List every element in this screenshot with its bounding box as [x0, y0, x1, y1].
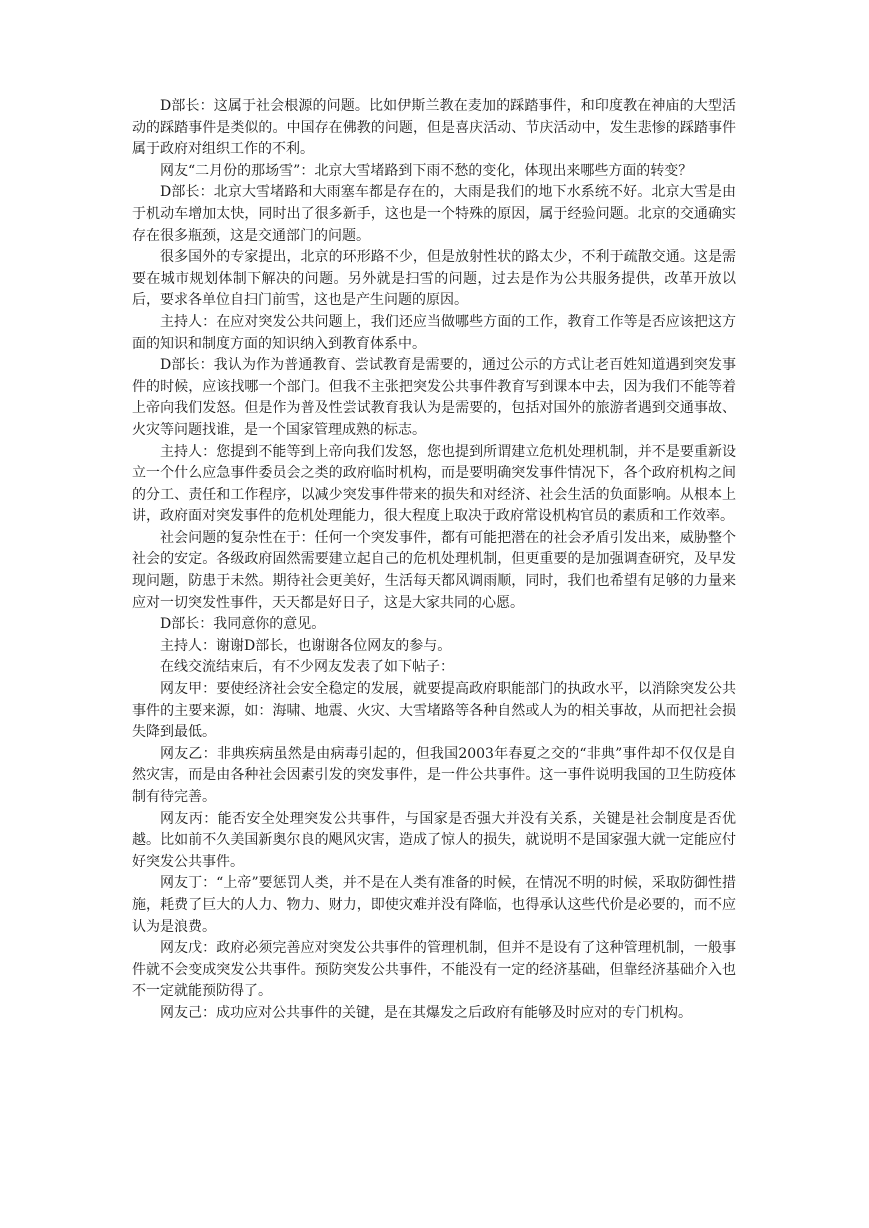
paragraph-foreign-experts-ring-roads: 很多国外的专家提出，北京的环形路不少，但是放射性状的路太少，不利于疏散交通。这是需要在城市规划体制下解决的问题。另外就是扫雪的问题，过去是作为公共服务提供，改革开放以后，要求各单位自扫门前雪，这也是产生问题的原因。	[132, 249, 736, 309]
paragraph-netizen-jia: 网友甲：要使经济社会安全稳定的发展，就要提高政府职能部门的执政水平，以消除突发公共事件的主要来源，如：海啸、地震、火灾、大雪堵路等各种自然或人为的相关事故，从而把社会损失降到最低。	[132, 681, 736, 741]
paragraph-netizen-yi: 网友乙：非典疾病虽然是由病毒引起的，但我国2003年春夏之交的“非典”事件却不仅仅是自然灾害，而是由各种社会因素引发的突发事件，是一件公共事件。这一事件说明我国的卫生防疫体制有待完善。	[132, 745, 736, 805]
paragraph-d-minister-agree: D部长：我同意你的意见。	[160, 616, 326, 633]
paragraph-netizen-bing: 网友丙：能否安全处理突发公共事件，与国家是否强大并没有关系，关键是社会制度是否优越。比如前不久美国新奥尔良的飓风灾害，造成了惊人的损失，就说明不是国家强大就一定能应付好突发公共事件。	[132, 810, 736, 870]
paragraph-host-education-question: 主持人：在应对突发公共问题上，我们还应当做哪些方面的工作，教育工作等是否应该把这方面的知识和制度方面的知识纳入到教育体系中。	[132, 313, 736, 352]
paragraph-host-crisis-mechanism: 主持人：您提到不能等到上帝向我们发怒，您也提到所谓建立危机处理机制，并不是要重新设立一个什么应急事件委员会之类的政府临时机构，而是要明确突发事件情况下，各个政府机构之间的分工、责任和工作程序，以减少突发事件带来的损失和对经济、社会生活的负面影响。从根本上讲，政府面对突发事件的危机处理能力，很大程度上取决于政府常设机构官员的素质和工作效率。	[132, 443, 736, 525]
paragraph-netizen-wu: 网友戊：政府必须完善应对突发公共事件的管理机制，但并不是设有了这种管理机制，一般事件就不会变成突发公共事件。预防突发公共事件，不能没有一定的经济基础，但靠经济基础介入也不一定就能预防得了。	[132, 940, 736, 1000]
paragraph-netizen-february-snow: 网友“二月份的那场雪”：北京大雪堵路到下雨不愁的变化，体现出来哪些方面的转变？	[160, 162, 693, 179]
paragraph-d-minister-stampede: D部长：这属于社会根源的问题。比如伊斯兰教在麦加的踩踏事件，和印度教在神庙的大型活动的踩踏事件是类似的。中国存在佛教的问题，但是喜庆活动、节庆活动中，发生悲惨的踩踏事件属于政府对组织工作的不利。	[132, 98, 736, 158]
paragraph-d-minister-beijing-traffic: D部长：北京大雪堵路和大雨塞车都是存在的，大雨是我们的地下水系统不好。北京大雪是由于机动车增加太快，同时出了很多新手，这也是一个特殊的原因，属于经验问题。北京的交通确实存在很多瓶颈，这是交通部门的问题。	[132, 184, 736, 244]
paragraph-posts-intro: 在线交流结束后，有不少网友发表了如下帖子：	[160, 659, 454, 676]
paragraph-host-thanks: 主持人：谢谢D部长，也谢谢各位网友的参与。	[160, 637, 452, 654]
paragraph-netizen-ji: 网友己：成功应对公共事件的关键，是在其爆发之后政府有能够及时应对的专门机构。	[160, 1004, 692, 1021]
paragraph-d-minister-education-answer: D部长：我认为作为普通教育、尝试教育是需要的，通过公示的方式让老百姓知道遇到突发事件的时候，应该找哪一个部门。但我不主张把突发公共事件教育写到课本中去，因为我们不能等着上帝向我们发怒。但是作为普及性尝试教育我认为是需要的，包括对国外的旅游者遇到交通事故、火灾等问题找谁，是一个国家管理成熟的标志。	[132, 357, 736, 438]
paragraph-netizen-ding: 网友丁：“上帝”要惩罚人类，并不是在人类有准备的时候，在情况不明的时候，采取防御性措施，耗费了巨大的人力、物力、财力，即使灾难并没有降临，也得承认这些代价是必要的，而不应认为是浪费。	[132, 875, 736, 935]
paragraph-social-complexity: 社会问题的复杂性在于：任何一个突发事件，都有可能把潜在的社会矛盾引发出来，威胁整个社会的安定。各级政府固然需要建立起自己的危机处理机制，但更重要的是加强调查研究，及早发现问题，防患于未然。期待社会更美好，生活每天都风调雨顺，同时，我们也希望有足够的力量来应对一切突发性事件，天天都是好日子，这是大家共同的心愿。	[132, 529, 736, 611]
document-body	[132, 96, 736, 1025]
